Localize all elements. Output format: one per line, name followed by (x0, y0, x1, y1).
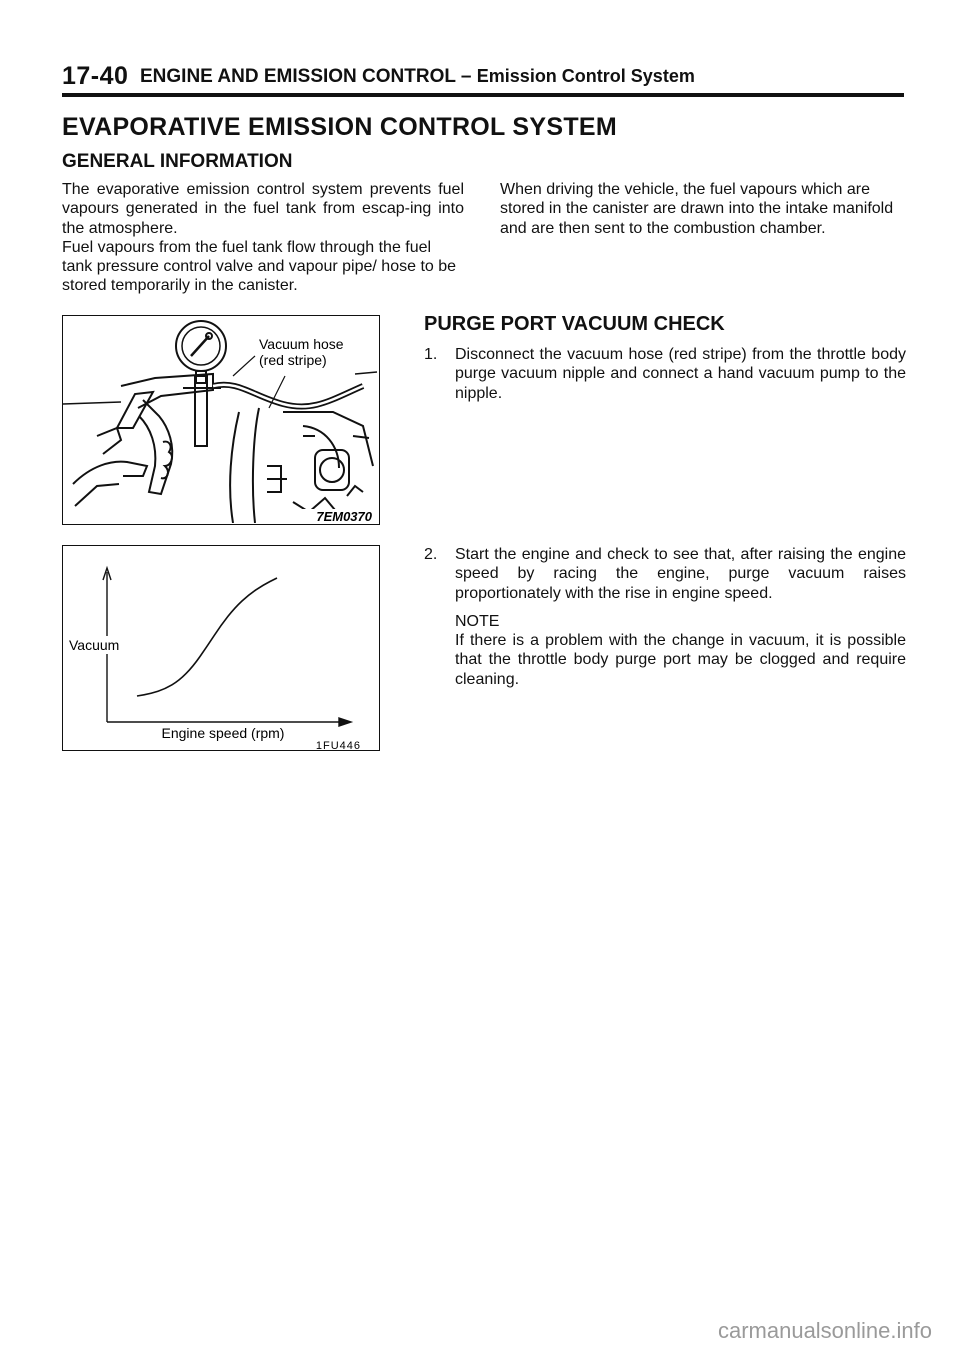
vacuum-engine-speed-chart (63, 546, 378, 749)
header-subsection: Emission Control System (476, 66, 695, 86)
watermark: carmanualsonline.info (717, 1318, 932, 1343)
step-text: Start the engine and check to see that, after raising the engine speed by racing the engine, purge vacuum raises proportionately with the rise in engine speed. (455, 546, 906, 602)
procedure-step (424, 345, 906, 403)
vacuum-curve (137, 578, 277, 696)
header-separator: – (460, 66, 472, 87)
purge-port-heading: PURGE PORT VACUUM CHECK (424, 313, 725, 335)
general-info-right-column (500, 180, 902, 238)
vacuum-hose-illustration (62, 315, 380, 525)
page-title: EVAPORATIVE EMISSION CONTROL SYSTEM (62, 113, 618, 141)
step-text: Disconnect the vacuum hose (red stripe) from the throttle body purge vacuum nipple and connect a hand vacuum pump to the nipple. (455, 346, 906, 402)
callout-vacuum-hose: Vacuum hose (259, 336, 344, 352)
step-number: 1. (424, 346, 438, 363)
vacuum-pump-drawing (63, 316, 378, 523)
x-axis-arrow (339, 718, 351, 726)
vacuum-chart-figure (62, 545, 380, 751)
page-header (140, 66, 695, 88)
general-info-left-column (62, 180, 464, 296)
note-text: If there is a problem with the change in vacuum, it is possible that the throttle body purge port may be clogged and require cleaning. (455, 632, 906, 688)
general-info-paragraph: When driving the vehicle, the fuel vapours which are stored in the canister are drawn into the intake manifold and are then sent to the combustion chamber. (500, 181, 894, 237)
step-number: 2. (424, 546, 438, 563)
x-axis-label: Engine speed (rpm) (161, 725, 285, 741)
general-info-paragraph: Fuel vapours from the fuel tank flow through the fuel tank pressure control valve and vapour pipe/ hose to be stored temporarily in the canister. (62, 238, 457, 295)
callout-red-stripe: (red stripe) (259, 352, 327, 368)
procedure-step (424, 545, 906, 689)
figure-code: 1FU446 (315, 740, 361, 749)
y-axis-label: Vacuum (69, 637, 120, 653)
note-label: NOTE (455, 612, 500, 630)
page-number: 17-40 (62, 62, 129, 90)
general-information-heading: GENERAL INFORMATION (62, 151, 293, 172)
header-rule (62, 93, 904, 97)
general-info-paragraph: The evaporative emission control system prevents fuel vapours generated in the fuel tank from escap-ing into the atmosphere. (62, 181, 464, 237)
figure-code: 7EM0370 (316, 509, 372, 523)
header-section: ENGINE AND EMISSION CONTROL (140, 66, 456, 87)
